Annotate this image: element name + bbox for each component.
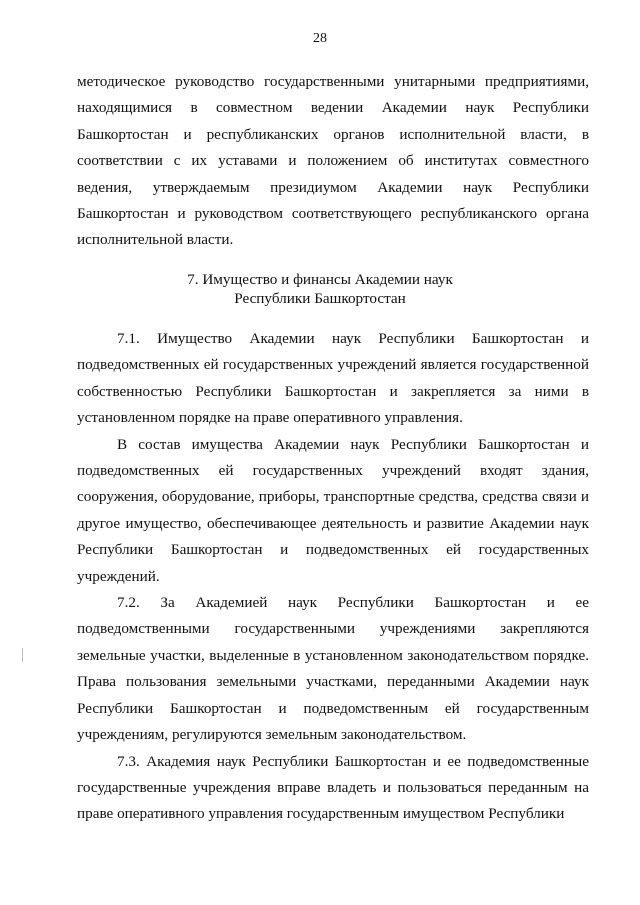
paragraph-7-1-composition: В состав имущества Академии наук Республики Башкортостан и подведомственных ей государственных учреждений входят здания, сооружения, оборудование, приборы, транспортные средства, средства связи и другое имущество, обеспечивающее деятельность и развитие Академии наук Республики Башкортостан и подведомственных ей государственных учреждений. bbox=[77, 435, 589, 585]
section-heading-line-1: 7. Имущество и финансы Академии наук bbox=[187, 271, 453, 288]
section-heading bbox=[0, 270, 640, 308]
page-number: 28 bbox=[313, 31, 327, 46]
section-heading-line-2: Республики Башкортостан bbox=[234, 290, 406, 307]
paragraph-7-3: 7.3. Академия наук Республики Башкортостан и ее подведомственные государственные учреждения вправе владеть и пользоваться переданным на праве оперативного управления государственным имуществом Республики bbox=[77, 752, 589, 823]
intro-paragraph-block bbox=[77, 69, 589, 254]
paragraph-7-2: 7.2. За Академией наук Республики Башкортостан и ее подведомственными государственными учреждениями закрепляются земельные участки, выделенные в установленном законодательством порядке. Права пользования земельными участками, переданными Академии наук Республики Башкортостан и подведомственным ей государственным учреждениям, регулируются земельным законодательством. bbox=[77, 594, 589, 744]
scan-margin-mark bbox=[22, 648, 23, 662]
section-body bbox=[77, 326, 589, 828]
intro-paragraph: методическое руководство государственными унитарными предприятиями, находящимися в совместном ведении Академии наук Республики Башкортостан и республиканских органов исполнительной власти, в соответствии с их уставами и положением об институтах совместного ведения, утверждаемым президиумом Академии наук Республики Башкортостан и руководством соответствующего республиканского органа исполнительной власти. bbox=[77, 73, 589, 249]
paragraph-7-1: 7.1. Имущество Академии наук Республики Башкортостан и подведомственных ей государственных учреждений является государственной собственностью Республики Башкортостан и закрепляется за ними в установленном порядке на праве оперативного управления. bbox=[77, 330, 589, 427]
